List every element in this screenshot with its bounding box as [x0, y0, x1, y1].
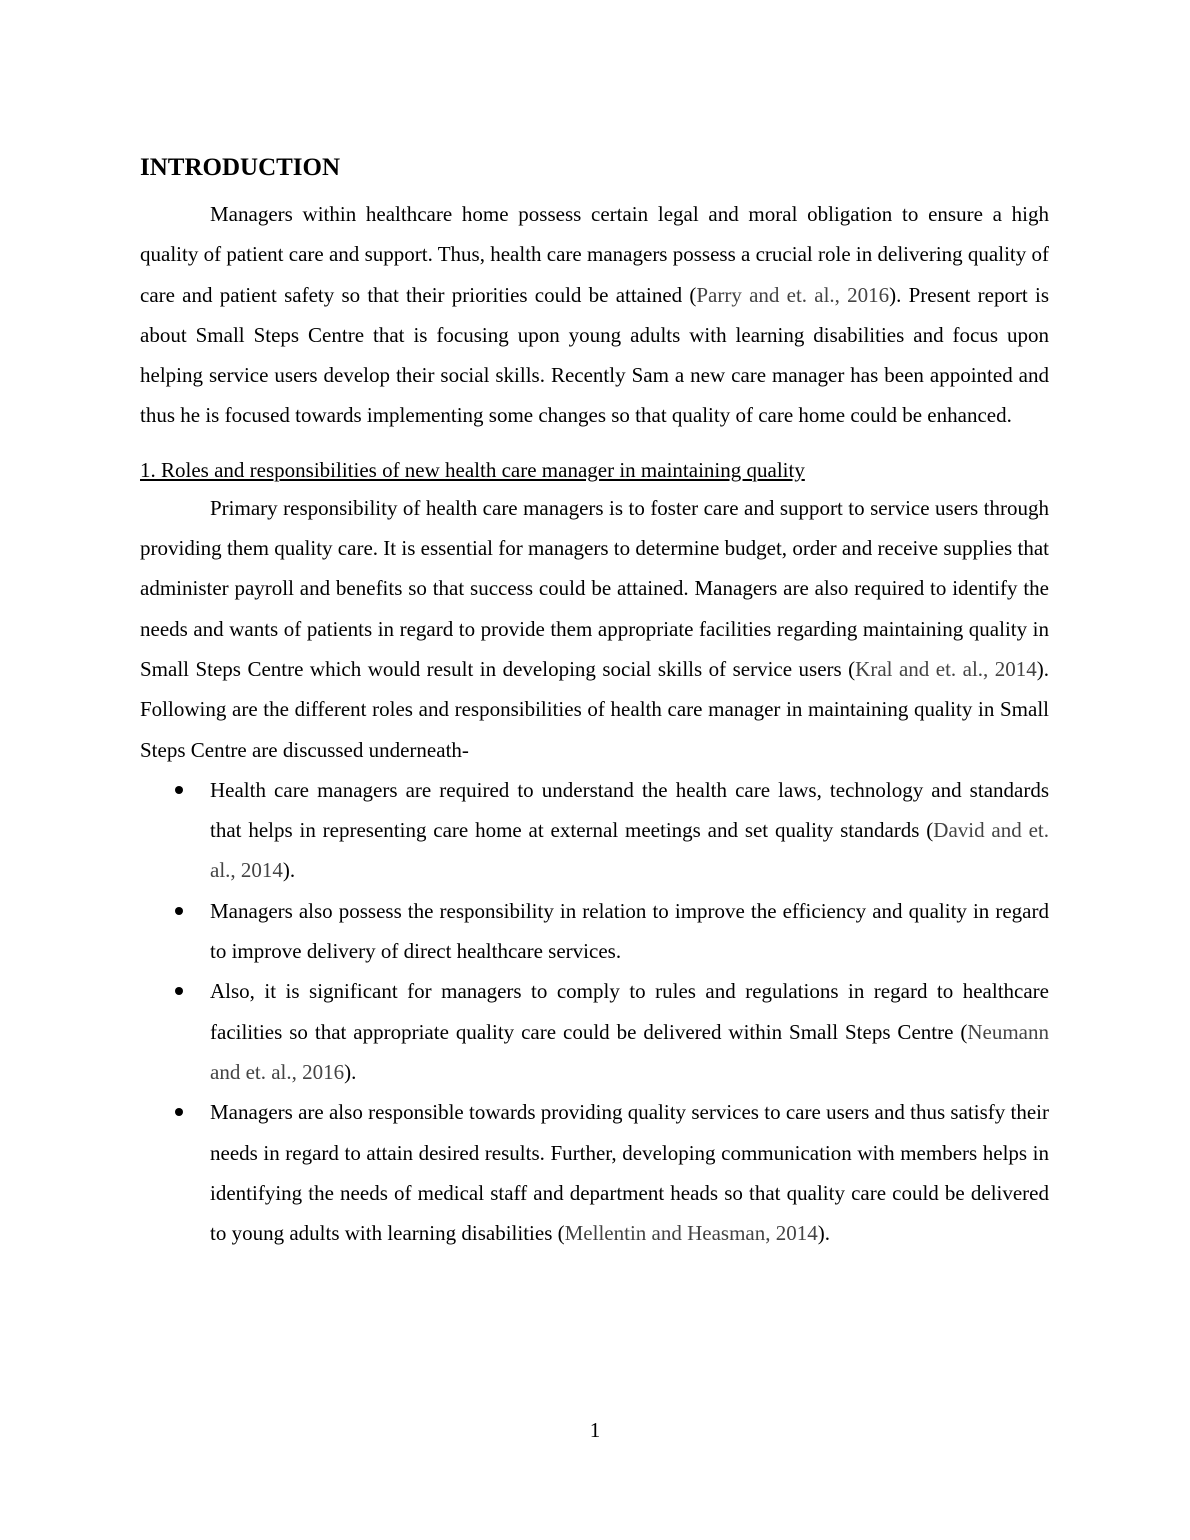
bullet-list	[140, 770, 1049, 1254]
section-text-b: ). Following are the different roles and responsibilities of health care manager in maintaining quality in Small Steps Centre are discussed underneath-	[140, 656, 1049, 762]
intro-paragraph	[140, 194, 1049, 436]
citation: Kral and et. al., 2014	[855, 656, 1037, 681]
list-item	[140, 770, 1049, 891]
list-item	[140, 1092, 1049, 1253]
citation: Parry and et. al., 2016	[696, 282, 890, 307]
intro-text-a: Managers within healthcare home possess certain legal and moral obligation to ensure a high quality of patient care and support. Thus, health care managers possess a crucial role in delivering quality of care and patient safety so that their priorities could be attained (	[140, 202, 1049, 307]
list-item	[140, 971, 1049, 1092]
intro-text-b: ). Present report is about Small Steps Centre that is focusing upon young adults with learning disabilities and focus upon helping service users develop their social skills. Recently Sam a new care manager has been appointed and thus he is focused towards implementing some changes so that quality of care home could be enhanced.	[140, 282, 1049, 428]
section-paragraph	[140, 488, 1049, 770]
section-text-a: Primary responsibility of health care managers is to foster care and support to service users through providing them quality care. It is essential for managers to determine budget, order and receive supplies that administer payroll and benefits so that success could be attained. Managers are also required to identify the needs and wants of patients in regard to provide them appropriate facilities regarding maintaining quality in Small Steps Centre which would result in developing social skills of service users (	[140, 495, 1049, 681]
citation: Mellentin and Heasman, 2014	[564, 1221, 818, 1246]
bullet-icon	[175, 907, 183, 915]
bullet-text-b: ).	[282, 858, 296, 883]
bullet-text-a: Managers also possess the responsibility in relation to improve the efficiency and quality in regard to improve delivery of direct healthcare services.	[210, 898, 1049, 964]
bullet-text-a: Health care managers are required to understand the health care laws, technology and standards that helps in representing care home at external meetings and set quality standards (	[210, 777, 1049, 843]
citation: David and et. al., 2014	[210, 818, 1049, 883]
list-item	[140, 891, 1049, 972]
page-heading: INTRODUCTION	[140, 154, 341, 181]
bullet-icon	[175, 987, 183, 995]
section-title: 1. Roles and responsibilities of new health care manager in maintaining quality	[140, 457, 805, 482]
bullet-text-a: Managers are also responsible towards providing quality services to care users and thus satisfy their needs in regard to attain desired results. Further, developing communication with members helps in identifying the needs of medical staff and department heads so that quality care could be delivered to young adults with learning disabilities (	[210, 1100, 1049, 1246]
bullet-text-a: Also, it is significant for managers to comply to rules and regulations in regard to healthcare facilities so that appropriate quality care could be delivered within Small Steps Centre (	[210, 979, 1049, 1044]
page-number: 1	[589, 1418, 601, 1442]
bullet-text-b: ).	[817, 1221, 830, 1246]
citation: Neumann and et. al., 2016	[210, 1019, 1049, 1084]
bullet-text-b: ).	[344, 1059, 357, 1084]
document-page	[140, 150, 1049, 1253]
bullet-icon	[175, 786, 183, 794]
bullet-icon	[175, 1108, 183, 1116]
